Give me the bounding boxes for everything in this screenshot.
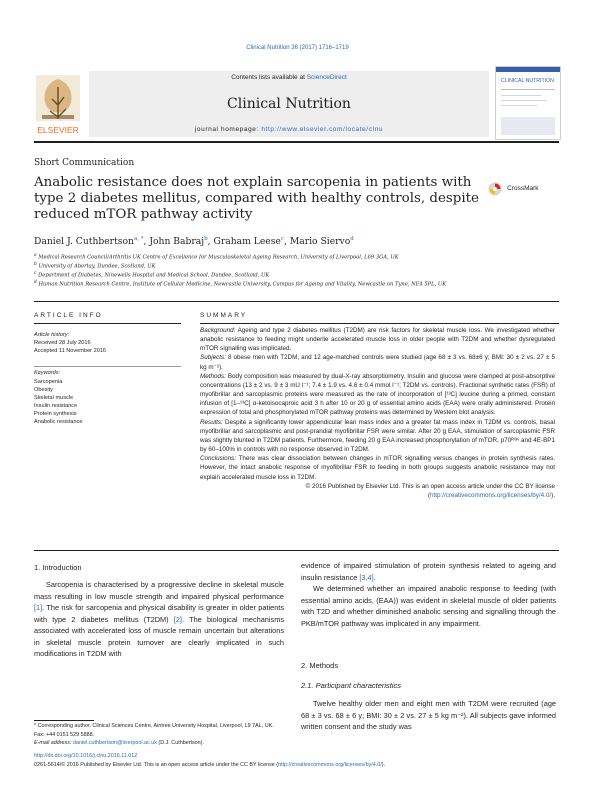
abstract-conclusions: Conclusions: There was clear dissociation between changes in mTOR signalling versus changes in protein synthesis rates. However, the intact anabolic response of myofibrillar FSR to feeding in both groups suggests anabolic resistance may not explain accelerated muscle loss in T2DM.: [200, 455, 555, 481]
header-divider: [34, 141, 559, 143]
abstract-subjects: Subjects: 8 obese men with T2DM, and 12 age-matched controls were studied (age 68 ± 3 vs. 68±6 y; BMI: 30 ± 2 vs. 27 ± 5 kg m⁻²).: [200, 354, 555, 371]
article-type: Short Communication: [34, 158, 135, 168]
crossmark-icon: [488, 182, 502, 196]
abstract: [200, 326, 555, 500]
author-affiliation-mark[interactable]: a, *: [133, 236, 144, 242]
affiliation: $^b$ University of Abertay, Dundee, Scotland, UK: [34, 262, 156, 270]
affiliation-divider: [34, 301, 559, 302]
article-info-heading: ARTICLE INFO: [34, 312, 103, 319]
received-date: Received 28 July 2016: [34, 340, 91, 346]
copyright-notice: © 2016 Published by Elsevier Ltd. This is an open access article under the CC BY license (http://creativecommons.org/licenses/by/4.0/).: [305, 482, 555, 499]
journal-homepage: journal homepage: http://www.elsevier.com/locate/clnu: [194, 126, 384, 133]
keywords-label: Keywords:: [34, 370, 61, 376]
homepage-link[interactable]: http://www.elsevier.com/locate/clnu: [261, 126, 384, 133]
abstract-results: Results: Despite a significantly lower appendicular lean mass index and a greater fat mass index in T2DM vs. controls, basal myofibrillar and sarcoplasmic and post-prandial myofibrillar FSR were similar. After 20 g EAA, stimulation of sarcoplasmic FSR was slightly blunted in T2DM patients. Furthermore, feeding 20 g EAA increased phosphorylation of mTOR, p70ᴿ⁶ᴷ and 4E-BP1 by 60–100% in controls with no response observed in T2DM.: [200, 418, 555, 454]
affiliation: $^a$ Medical Research Council/Arthritis UK Centre of Excellence for Musculoskeletal Ageing Research, University of Liverpool, L69 3GA, UK: [34, 253, 399, 261]
crossmark-badge[interactable]: [488, 178, 550, 192]
author-list: Daniel J. Cuthbertson$^{a, *}$, John Babraj$^b$, Graham Leese$^c$, Mario Siervo$^d$: [34, 236, 354, 248]
elsevier-logo: [34, 71, 82, 137]
journal-title: Clinical Nutrition: [227, 96, 351, 112]
summary-heading: SUMMARY: [200, 312, 248, 319]
participant-text: Twelve healthy older men and eight men with T2DM were recruited (age 68 ± 3 vs. 68 ± 6 y; BMI: 30 ± 2 vs. 27 ± 5 kg m⁻²). All subjects gave informed written consent and the study was: [301, 699, 556, 731]
article-info-rule: [34, 323, 181, 324]
author-affiliation-mark[interactable]: b: [204, 236, 208, 242]
author-name[interactable]: Daniel J. Cuthbertson: [34, 236, 134, 248]
keyword: Insulin resistance: [34, 403, 78, 409]
license-line: 0261-5614/© 2016 Published by Elsevier Ltd. This is an open access article under the CC BY license (http://creativecommons.org/licenses/by/4.0/).: [34, 761, 386, 768]
keyword: Skeletal muscle: [34, 395, 74, 401]
doi-link[interactable]: http://dx.doi.org/10.1016/j.clnu.2016.11.012: [34, 753, 138, 759]
contents-line: Contents lists available at ScienceDirect: [231, 74, 347, 81]
keyword: Protein synthesis: [34, 411, 77, 417]
author-name[interactable]: Mario Siervo: [289, 236, 351, 248]
accepted-date: Accepted 11 November 2016: [34, 348, 107, 354]
abstract-background: Background: Ageing and type 2 diabetes mellitus (T2DM) are risk factors for skeletal muscle loss. We investigated whether anabolic resistance to feeding might underlie accelerated muscle loss in older people with T2DM and whether dysregulated mTOR signalling was implicated.: [200, 327, 555, 353]
crossmark-label: CrossMark: [507, 185, 539, 192]
summary-rule: [200, 323, 559, 324]
footnote: [34, 722, 284, 748]
corresponding-author-note: * Corresponding author. Clinical Sciences Centre, Aintree University Hospital, Liverpool, L9 7AL, UK. Fax: +44 0151 529 5888.: [34, 723, 274, 738]
svg-text:CLINICAL NUTRITION: CLINICAL NUTRITION: [501, 78, 554, 84]
email-link[interactable]: daniel.cuthbertson@liverpool.ac.uk: [72, 740, 157, 746]
license-link[interactable]: http://creativecommons.org/licenses/by/4.0/: [430, 491, 552, 499]
keyword: Obesity: [34, 387, 53, 393]
affiliation: $^d$ Human Nutrition Research Centre, Institute of Cellular Medicine, Newcastle University, Campus for Ageing and Vitality, Newcastle on Tyne, NE4 5PL, UK: [34, 280, 447, 288]
introduction-heading: 1. Introduction: [34, 563, 82, 572]
journal-reference[interactable]: Clinical Nutrition 36 (2017) 1716–1719: [246, 45, 349, 51]
journal-cover-thumbnail[interactable]: [495, 66, 561, 140]
citation-link[interactable]: [1]: [34, 603, 43, 612]
article-title: Anabolic resistance does not explain sarcopenia in patients with type 2 diabetes mellitus, compared with healthy controls, despite reduced mTOR pathway activity: [34, 175, 479, 222]
email-line: E-mail address: daniel.cuthbertson@liverpool.ac.uk (D.J. Cuthbertson).: [34, 740, 204, 746]
citation-link[interactable]: [3,4]: [359, 572, 374, 582]
sciencedirect-link[interactable]: ScienceDirect: [306, 74, 347, 81]
bottom-info: [34, 752, 559, 769]
abstract-methods: Methods: Body composition was measured by dual-X-ray absorptiometry. Insulin and glucose were clamped at post-absorptive concentrations (13 ± 2 vs. 9 ± 3 mU l⁻¹; 7.4 ± 1.9 vs. 4.6 ± 0.4 mmol l⁻¹; T2DM vs. controls). Fractional synthetic rates (FSR) of myofibrillar and sarcoplasmic proteins were measured as the rate of incorporation of [¹³C] leucine during a primed, constant infusion of [1–¹³C] α-ketoisocaproic acid 3 h after 10 or 20 g of essential amino acids (EAA) were orally administered. Protein expression of total and phosphorylated mTOR pathway proteins was determined by Western blot analysis.: [200, 372, 556, 417]
history-label: Article history:: [34, 332, 70, 338]
author-name[interactable]: Graham Leese: [213, 236, 281, 248]
footnote-divider: [34, 720, 94, 721]
keyword: Anabolic resistance: [34, 419, 83, 425]
right-column-text: evidence of impaired stimulation of protein synthesis related to ageing and insulin resistance [3,4]. We determined whether an impaired anabolic response to feeding (with essential amino acids, (EAA)) was evident in skeletal muscle of older patients with T2D and whether diminished anabolic sensing and signalling through the PKB/mTOR pathway was implicated in any impairment.: [301, 561, 556, 628]
article-info-divider: [34, 366, 181, 367]
participant-subheading: 2.1. Participant characteristics: [301, 681, 402, 690]
citation-link[interactable]: [2]: [173, 614, 182, 624]
svg-text:ELSEVIER: ELSEVIER: [37, 125, 79, 135]
introduction-text: Sarcopenia is characterised by a progressive decline in skeletal muscle mass resulting in low muscle strength and impaired physical performance [1]. The risk for sarcopenia and physical disability is greater in older patients with type 2 diabetes mellitus (T2DM) [2]. The biological mechanisms associated with accelerated loss of muscle remain uncertain but alterations in skeletal muscle protein turnover are clearly implicated in such modifications in T2DM with: [34, 580, 284, 658]
methods-heading: 2. Methods: [301, 661, 339, 670]
keyword: Sarcopenia: [34, 379, 63, 385]
author-affiliation-mark[interactable]: c: [280, 236, 284, 242]
author-affiliation-mark[interactable]: d: [350, 236, 354, 242]
abstract-divider: [34, 550, 559, 551]
license-link[interactable]: http://creativecommons.org/licenses/by/4.0/: [278, 761, 382, 768]
affiliation: $^c$ Department of Diabetes, Ninewells Hospital and Medical School, Dundee, Scotland, UK: [34, 271, 270, 279]
author-name[interactable]: John Babraj: [149, 236, 205, 248]
